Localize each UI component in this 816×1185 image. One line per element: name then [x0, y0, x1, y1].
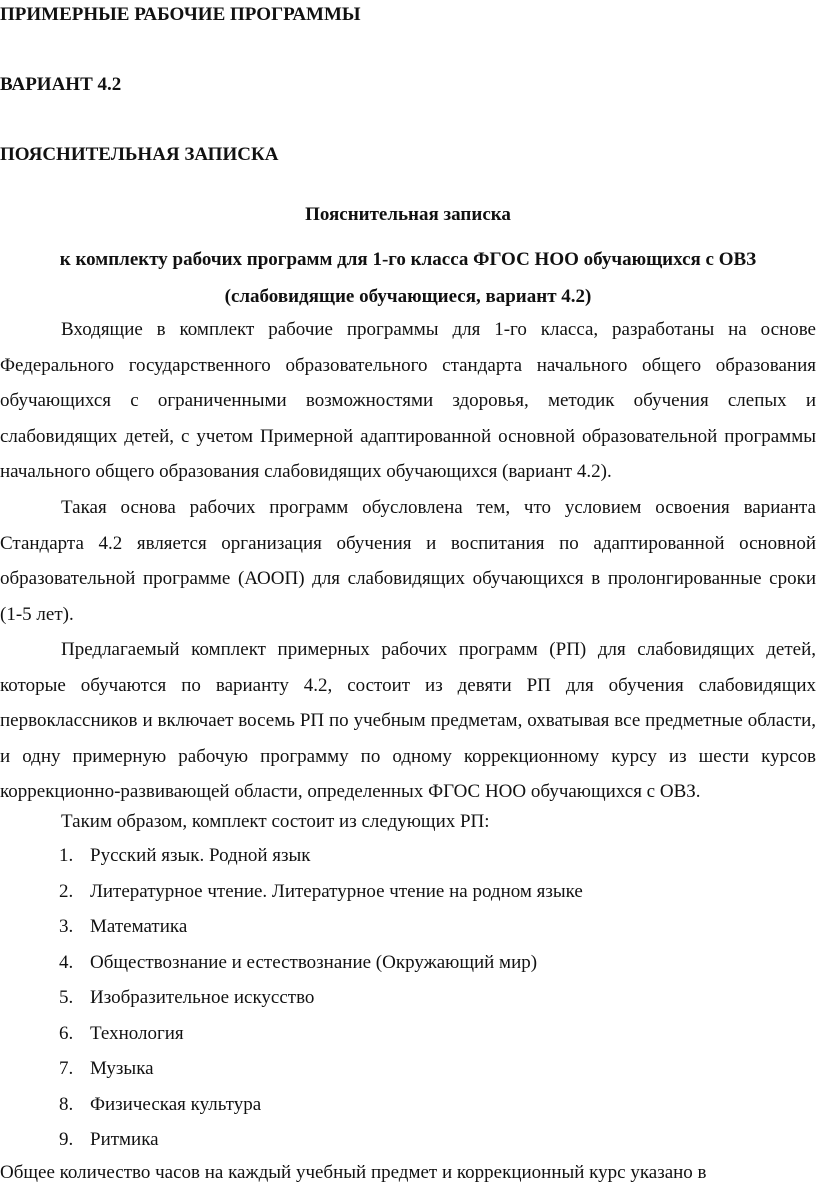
- list-item-text: Ритмика: [90, 1129, 159, 1150]
- list-item-number: 8.: [59, 1093, 74, 1115]
- list-item-text: Русский язык. Родной язык: [90, 845, 311, 866]
- list-item-number: 9.: [59, 1129, 74, 1150]
- list-item-number: 4.: [59, 951, 74, 973]
- list-item-number: 6.: [59, 1022, 74, 1044]
- list-item-number: 1.: [59, 845, 74, 866]
- paragraph-1: Входящие в комплект рабочие программы для 1-го класса, разработаны на основе Федерального государственного образовательного стандарта начального общего образования обучающихся с ограниченными возможностями здоровья, методик обучения слепых и слабовидящих детей, с учетом Примерной адаптированной основной образовательной программы начального общего образования слабовидящих обучающихся (вариант 4.2).: [0, 319, 816, 482]
- footer-text: Общее количество часов на каждый учебный предмет и коррекционный курс указано в: [0, 1162, 707, 1183]
- header-programs: ПРИМЕРНЫЕ РАБОЧИЕ ПРОГРАММЫ: [0, 4, 361, 25]
- list-item-text: Музыка: [90, 1058, 154, 1079]
- list-intro: Таким образом, комплект состоит из следующих РП:: [61, 811, 490, 832]
- list-item-text: Литературное чтение. Литературное чтение на родном языке: [90, 880, 583, 902]
- list-item-number: 2.: [59, 880, 74, 902]
- title-line-1: Пояснительная записка: [305, 204, 511, 225]
- header-explanatory-note: ПОЯСНИТЕЛЬНАЯ ЗАПИСКА: [0, 144, 279, 165]
- paragraph-2: Такая основа рабочих программ обусловлена тем, что условием освоения варианта Стандарта 4.2 является организация обучения и воспитания по адаптированной основной образовательной программе (АООП) для слабовидящих обучающихся в пролонгированные сроки (1-5 лет).: [0, 497, 816, 625]
- list-item-text: Изобразительное искусство: [90, 987, 315, 1008]
- paragraph-3: Предлагаемый комплект примерных рабочих программ (РП) для слабовидящих детей, которые обучаются по варианту 4.2, состоит из девяти РП для обучения слабовидящих первоклассников и включает восемь РП по учебным предметам, охватывая все предметные области, и одну примерную рабочую программу по одному коррекционному курсу из шести курсов коррекционно-развивающей области, определенных ФГОС НОО обучающихся с ОВЗ.: [0, 639, 816, 802]
- title-line-3: (слабовидящие обучающиеся, вариант 4.2): [224, 286, 592, 307]
- title-line-2: к комплекту рабочих программ для 1-го класса ФГОС НОО обучающихся с ОВЗ: [59, 249, 757, 270]
- list-item-text: Технология: [90, 1022, 184, 1044]
- header-variant: ВАРИАНТ 4.2: [0, 74, 122, 95]
- list-item-text: Обществознание и естествознание (Окружающий мир): [90, 951, 538, 973]
- list-item-number: 3.: [59, 916, 74, 937]
- list-item-text: Математика: [90, 916, 188, 937]
- list-item-text: Физическая культура: [90, 1093, 262, 1115]
- list-item-number: 7.: [59, 1058, 74, 1079]
- list-item-number: 5.: [59, 987, 74, 1008]
